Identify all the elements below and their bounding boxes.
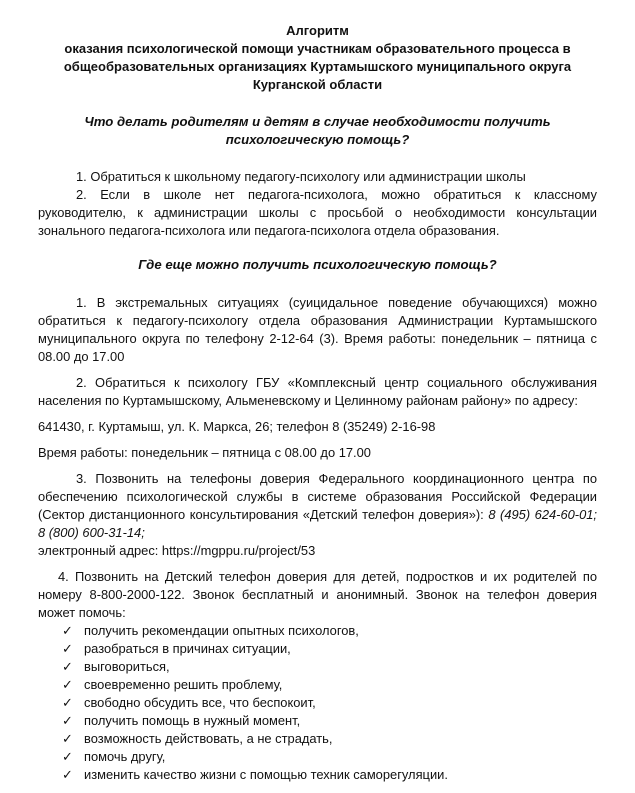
item-3-paragraph (38, 470, 597, 542)
step-2-paragraph: 2. Если в школе нет педагога-психолога, можно обратиться к классному руководителю, к администрации школы с просьбой о необходимости консультации зонального педагога-психолога или педагога-психолога отдела образования. (38, 187, 597, 238)
benefits-list (38, 622, 597, 784)
address-paragraph: 641430, г. Куртамыш, ул. К. Маркса, 26; телефон 8 (35249) 2-16-98 (38, 419, 436, 434)
list-item: ✓ возможность действовать, а не страдать, (62, 731, 333, 746)
document-title (38, 22, 597, 94)
hours-paragraph: Время работы: понедельник – пятница с 08.00 до 17.00 (38, 445, 371, 460)
checkmark-icon: ✓ (62, 623, 73, 638)
list-item: ✓ помочь другу, (62, 749, 166, 764)
checkmark-icon: ✓ (62, 767, 73, 782)
checkmark-icon: ✓ (62, 731, 73, 746)
item-3-text: 3. Позвонить на телефоны доверия Федерального координационного центра по обеспечению психологической службы в системе образования Российской Федерации (Сектор дистанционного консультирования «Детский телефон доверия»): (38, 471, 597, 522)
list-item: ✓ изменить качество жизни с помощью техник саморегуляции. (62, 767, 448, 782)
question-what-to-do (38, 113, 597, 149)
list-item: ✓ выговориться, (62, 659, 170, 674)
checkmark-icon: ✓ (62, 659, 73, 674)
list-item: ✓ получить рекомендации опытных психологов, (62, 623, 359, 638)
item-1-paragraph: 1. В экстремальных ситуациях (суицидальное поведение обучающихся) можно обратиться к педагогу-психологу отдела образования Администрации Куртамышского муниципального округа по телефону 2-12-64 (3). Время работы: понедельник – пятница с 08.00 до 17.00 (38, 295, 597, 364)
list-item: ✓ получить помощь в нужный момент, (62, 713, 301, 728)
title-line-3: общеобразовательных организациях Куртамышского муниципального округа (63, 59, 572, 74)
item-4-paragraph: 4. Позвонить на Детский телефон доверия для детей, подростков и их родителей по номеру 8-800-2000-122. Звонок бесплатный и анонимный. Звонок на телефон доверия может помочь: (38, 569, 597, 620)
list-item: ✓ своевременно решить проблему, (62, 677, 283, 692)
checkmark-icon: ✓ (62, 749, 73, 764)
checkmark-icon: ✓ (62, 713, 73, 728)
email-paragraph: электронный адрес: https://mgppu.ru/project/53 (38, 543, 316, 558)
question-where-else: Где еще можно получить психологическую помощь? (138, 257, 497, 272)
title-line-4: Курганской области (252, 77, 383, 92)
checkmark-icon: ✓ (62, 677, 73, 692)
title-line-2: оказания психологической помощи участникам образовательного процесса в (64, 41, 571, 56)
item-3-phones: 8 (495) 624-60-01; 8 (800) 600-31-14; (38, 507, 598, 540)
step-1-paragraph: 1. Обратиться к школьному педагогу-психологу или администрации школы (76, 169, 526, 184)
question-line-1: Что делать родителям и детям в случае необходимости получить (84, 114, 551, 129)
title-line-1: Алгоритм (286, 23, 349, 38)
item-2-paragraph: 2. Обратиться к психологу ГБУ «Комплексный центр социального обслуживания населения по Куртамышскому, Альменевскому и Целинному районам району» по адресу: (38, 375, 597, 408)
checkmark-icon: ✓ (62, 695, 73, 710)
list-item: ✓ свободно обсудить все, что беспокоит, (62, 695, 316, 710)
checkmark-icon: ✓ (62, 641, 73, 656)
list-item: ✓ разобраться в причинах ситуации, (62, 641, 291, 656)
question-line-2: психологическую помощь? (225, 132, 410, 147)
